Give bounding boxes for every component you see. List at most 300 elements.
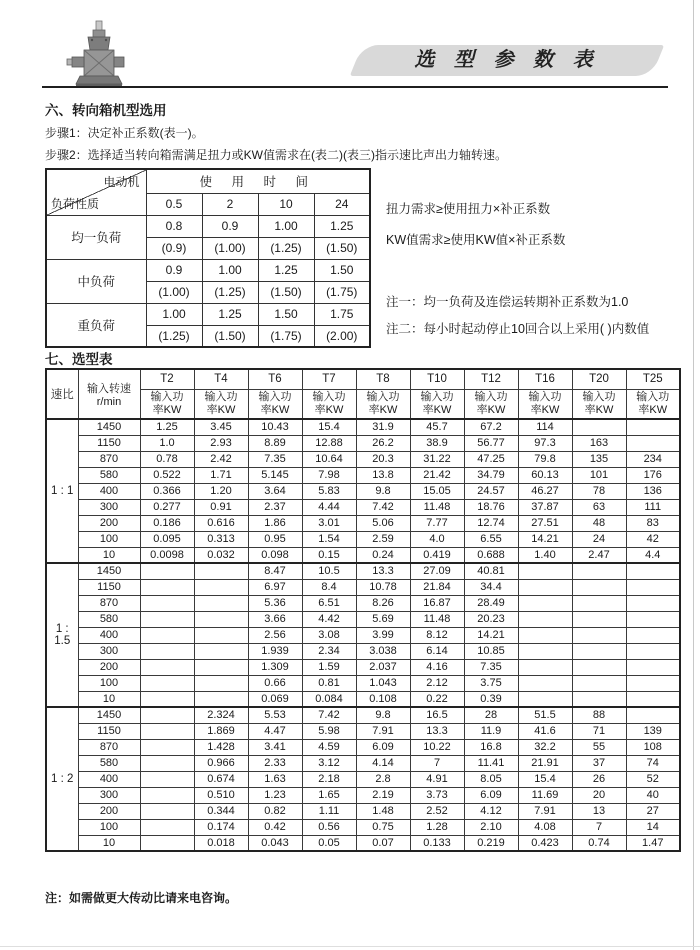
power-value-cell: 32.2 — [518, 739, 572, 755]
power-value-cell: 13.3 — [410, 723, 464, 739]
power-value-cell: 7.91 — [518, 803, 572, 819]
power-value-cell — [140, 755, 194, 771]
selection-table-row — [46, 531, 680, 547]
power-value-cell: 78 — [572, 483, 626, 499]
power-value-cell: 1.54 — [302, 531, 356, 547]
power-value-cell: 13.8 — [356, 467, 410, 483]
power-value-cell: 4.0 — [410, 531, 464, 547]
power-value-cell: 2.42 — [194, 451, 248, 467]
input-speed-cell: 200 — [78, 515, 140, 531]
power-value-cell — [626, 627, 680, 643]
power-value-cell: 3.99 — [356, 627, 410, 643]
power-value-cell: 0.15 — [302, 547, 356, 563]
power-value-cell: 83 — [626, 515, 680, 531]
power-value-cell: 7.35 — [248, 451, 302, 467]
factor-value-cell: 1.50 — [314, 259, 370, 281]
power-value-cell: 37.87 — [518, 499, 572, 515]
selection-table-row — [46, 755, 680, 771]
power-label-line: 率KW — [530, 403, 560, 416]
note-one: 注一：均一负荷及连偿运转期补正系数为1.0 — [386, 295, 629, 309]
power-value-cell — [140, 803, 194, 819]
selection-table-row — [46, 547, 680, 563]
power-value-cell: 45.7 — [410, 419, 464, 435]
input-speed-cell: 10 — [78, 691, 140, 707]
power-label-line: 输入功 — [636, 390, 670, 403]
power-value-cell: 136 — [626, 483, 680, 499]
usage-time-header: 使 用 时 间 — [146, 169, 370, 193]
power-value-cell — [626, 563, 680, 579]
power-value-cell: 1.309 — [248, 659, 302, 675]
factor-paren-value-cell: (0.9) — [146, 237, 202, 259]
power-label-line: 率KW — [152, 403, 182, 416]
power-header-cell — [626, 389, 680, 419]
power-value-cell: 0.108 — [356, 691, 410, 707]
power-value-cell: 0.82 — [248, 803, 302, 819]
model-header-cell: T6 — [248, 369, 302, 389]
power-value-cell: 111 — [626, 499, 680, 515]
power-value-cell: 1.40 — [518, 547, 572, 563]
power-value-cell — [572, 675, 626, 691]
power-value-cell — [572, 691, 626, 707]
power-value-cell: 4.4 — [626, 547, 680, 563]
time-column-header: 10 — [258, 193, 314, 215]
power-value-cell: 6.14 — [410, 643, 464, 659]
input-speed-cell: 1150 — [78, 579, 140, 595]
power-value-cell: 2.324 — [194, 707, 248, 723]
power-value-cell: 0.0098 — [140, 547, 194, 563]
power-value-cell: 3.08 — [302, 627, 356, 643]
time-column-header: 0.5 — [146, 193, 202, 215]
header-divider — [42, 86, 668, 88]
power-value-cell: 8.05 — [464, 771, 518, 787]
power-value-cell: 1.47 — [626, 835, 680, 851]
input-speed-cell: 400 — [78, 627, 140, 643]
input-speed-cell: 200 — [78, 803, 140, 819]
power-value-cell: 88 — [572, 707, 626, 723]
power-value-cell: 0.616 — [194, 515, 248, 531]
model-header-cell: T7 — [302, 369, 356, 389]
section-seven-heading: 七、选型表 — [45, 352, 113, 367]
power-value-cell: 4.59 — [302, 739, 356, 755]
power-value-cell — [140, 643, 194, 659]
power-value-cell: 4.42 — [302, 611, 356, 627]
model-header-cell: T4 — [194, 369, 248, 389]
power-value-cell: 114 — [518, 419, 572, 435]
power-value-cell: 0.66 — [248, 675, 302, 691]
power-value-cell — [626, 643, 680, 659]
power-value-cell: 4.91 — [410, 771, 464, 787]
power-value-cell: 47.25 — [464, 451, 518, 467]
power-value-cell: 0.344 — [194, 803, 248, 819]
model-selection-table — [45, 368, 681, 852]
power-value-cell: 4.12 — [464, 803, 518, 819]
power-value-cell: 34.4 — [464, 579, 518, 595]
power-value-cell — [140, 579, 194, 595]
factor-paren-value-cell: (1.00) — [202, 237, 258, 259]
input-speed-cell: 1450 — [78, 419, 140, 435]
power-value-cell: 60.13 — [518, 467, 572, 483]
factor-paren-value-cell: (1.75) — [258, 325, 314, 347]
input-speed-cell: 100 — [78, 675, 140, 691]
input-speed-cell: 300 — [78, 787, 140, 803]
power-value-cell: 10.43 — [248, 419, 302, 435]
factor-value-cell: 1.25 — [314, 215, 370, 237]
input-speed-cell: 1150 — [78, 723, 140, 739]
factor-value-cell: 1.75 — [314, 303, 370, 325]
power-value-cell: 11.48 — [410, 611, 464, 627]
power-value-cell: 0.186 — [140, 515, 194, 531]
input-speed-cell: 10 — [78, 835, 140, 851]
power-value-cell: 3.73 — [410, 787, 464, 803]
power-value-cell: 40 — [626, 787, 680, 803]
power-header-cell — [572, 389, 626, 419]
selection-table-row — [46, 691, 680, 707]
power-value-cell: 3.45 — [194, 419, 248, 435]
power-value-cell: 0.084 — [302, 691, 356, 707]
power-value-cell: 0.043 — [248, 835, 302, 851]
load-motor-corner-cell — [46, 169, 146, 215]
power-value-cell: 12.74 — [464, 515, 518, 531]
selection-table-row — [46, 611, 680, 627]
selection-table-row — [46, 515, 680, 531]
power-value-cell — [194, 659, 248, 675]
power-value-cell: 34.79 — [464, 467, 518, 483]
factor-paren-value-cell: (1.00) — [146, 281, 202, 303]
power-value-cell: 1.23 — [248, 787, 302, 803]
power-value-cell: 21.42 — [410, 467, 464, 483]
selection-table-row — [46, 419, 680, 435]
power-label-line: 率KW — [368, 403, 398, 416]
power-value-cell: 0.366 — [140, 483, 194, 499]
power-label-line: 输入功 — [366, 390, 400, 403]
power-value-cell: 4.16 — [410, 659, 464, 675]
power-value-cell: 7.35 — [464, 659, 518, 675]
selection-table-row — [46, 803, 680, 819]
power-value-cell — [572, 627, 626, 643]
input-speed-cell: 1450 — [78, 563, 140, 579]
power-header-cell — [518, 389, 572, 419]
power-label-line: 输入功 — [528, 390, 562, 403]
power-value-cell: 0.674 — [194, 771, 248, 787]
factor-value-cell: 1.25 — [202, 303, 258, 325]
power-value-cell: 0.91 — [194, 499, 248, 515]
input-speed-cell: 1450 — [78, 707, 140, 723]
power-value-cell: 7.42 — [302, 707, 356, 723]
power-value-cell: 14.21 — [518, 531, 572, 547]
corner-load-label: 负荷性质 — [51, 196, 100, 211]
power-value-cell: 27.51 — [518, 515, 572, 531]
input-speed-cell: 400 — [78, 483, 140, 499]
power-value-cell: 16.87 — [410, 595, 464, 611]
power-header-cell — [356, 389, 410, 419]
speed-ratio-cell: 1 : 1 — [46, 419, 78, 563]
power-value-cell: 3.12 — [302, 755, 356, 771]
selection-table-row — [46, 595, 680, 611]
power-value-cell: 46.27 — [518, 483, 572, 499]
selection-formula-notes — [386, 199, 686, 337]
selection-table-row — [46, 467, 680, 483]
factor-value-cell: 1.00 — [258, 215, 314, 237]
power-label-line: 输入功 — [258, 390, 292, 403]
selection-table-row — [46, 643, 680, 659]
speed-unit-line: r/min — [96, 396, 122, 408]
power-value-cell — [626, 595, 680, 611]
power-value-cell — [140, 627, 194, 643]
power-value-cell: 20.23 — [464, 611, 518, 627]
power-value-cell: 63 — [572, 499, 626, 515]
power-value-cell — [572, 611, 626, 627]
power-value-cell: 10.78 — [356, 579, 410, 595]
power-label-line: 输入功 — [582, 390, 616, 403]
power-label-line: 率KW — [206, 403, 236, 416]
power-value-cell: 31.22 — [410, 451, 464, 467]
power-value-cell — [518, 627, 572, 643]
power-value-cell: 0.277 — [140, 499, 194, 515]
selection-table-row — [46, 483, 680, 499]
selection-table-row — [46, 723, 680, 739]
power-value-cell: 2.37 — [248, 499, 302, 515]
power-value-cell: 2.52 — [410, 803, 464, 819]
power-value-cell: 234 — [626, 451, 680, 467]
power-value-cell: 10.64 — [302, 451, 356, 467]
power-label-line: 率KW — [422, 403, 452, 416]
power-value-cell: 7.42 — [356, 499, 410, 515]
speed-column-header — [78, 369, 140, 419]
power-value-cell: 56.77 — [464, 435, 518, 451]
gearbox-illustration — [56, 20, 142, 90]
factor-paren-value-cell: (1.50) — [202, 325, 258, 347]
power-value-cell: 0.098 — [248, 547, 302, 563]
factor-row — [46, 303, 370, 325]
power-value-cell: 28.49 — [464, 595, 518, 611]
power-value-cell: 7 — [410, 755, 464, 771]
selection-table-row — [46, 707, 680, 723]
power-value-cell: 15.05 — [410, 483, 464, 499]
power-value-cell — [194, 595, 248, 611]
power-value-cell — [194, 611, 248, 627]
power-value-cell — [518, 563, 572, 579]
model-header-cell: T20 — [572, 369, 626, 389]
power-value-cell: 0.133 — [410, 835, 464, 851]
power-value-cell — [572, 659, 626, 675]
power-value-cell — [572, 419, 626, 435]
power-value-cell — [194, 563, 248, 579]
power-value-cell: 0.313 — [194, 531, 248, 547]
power-value-cell: 3.66 — [248, 611, 302, 627]
power-label-line: 率KW — [260, 403, 290, 416]
load-type-label: 中负荷 — [46, 259, 146, 303]
power-label-line: 输入功 — [420, 390, 454, 403]
power-value-cell: 0.24 — [356, 547, 410, 563]
power-value-cell: 38.9 — [410, 435, 464, 451]
power-value-cell: 28 — [464, 707, 518, 723]
power-label-line: 率KW — [638, 403, 668, 416]
power-value-cell: 51.5 — [518, 707, 572, 723]
selection-table-row — [46, 787, 680, 803]
power-value-cell: 1.59 — [302, 659, 356, 675]
selection-table-row — [46, 739, 680, 755]
power-label-line: 率KW — [584, 403, 614, 416]
power-value-cell: 135 — [572, 451, 626, 467]
input-speed-cell: 580 — [78, 611, 140, 627]
factor-paren-value-cell: (1.25) — [202, 281, 258, 303]
power-value-cell: 2.037 — [356, 659, 410, 675]
selection-table-row — [46, 579, 680, 595]
power-value-cell — [626, 659, 680, 675]
power-value-cell — [140, 595, 194, 611]
time-column-header: 24 — [314, 193, 370, 215]
input-speed-cell: 100 — [78, 531, 140, 547]
power-value-cell — [626, 691, 680, 707]
power-value-cell: 8.4 — [302, 579, 356, 595]
power-value-cell: 11.69 — [518, 787, 572, 803]
power-value-cell: 2.33 — [248, 755, 302, 771]
power-value-cell — [140, 707, 194, 723]
power-value-cell: 21.91 — [518, 755, 572, 771]
power-value-cell — [518, 691, 572, 707]
power-value-cell: 2.12 — [410, 675, 464, 691]
power-value-cell: 18.76 — [464, 499, 518, 515]
power-label-line: 输入功 — [312, 390, 346, 403]
speed-ratio-cell: 1 : 1.5 — [46, 563, 78, 707]
model-header-cell: T10 — [410, 369, 464, 389]
power-value-cell: 6.09 — [464, 787, 518, 803]
model-header-cell: T12 — [464, 369, 518, 389]
speed-ratio-cell: 1 : 2 — [46, 707, 78, 851]
load-type-label: 重负荷 — [46, 303, 146, 347]
power-value-cell — [626, 707, 680, 723]
power-value-cell: 1.428 — [194, 739, 248, 755]
power-value-cell: 9.8 — [356, 707, 410, 723]
speed-header-line: 输入转速 — [87, 383, 131, 395]
power-value-cell — [572, 595, 626, 611]
power-value-cell: 0.219 — [464, 835, 518, 851]
power-value-cell: 1.28 — [410, 819, 464, 835]
power-value-cell — [140, 611, 194, 627]
power-value-cell: 1.65 — [302, 787, 356, 803]
power-value-cell: 2.34 — [302, 643, 356, 659]
power-value-cell — [140, 835, 194, 851]
power-value-cell — [518, 595, 572, 611]
power-value-cell — [626, 611, 680, 627]
power-value-cell: 2.18 — [302, 771, 356, 787]
footnote: 注：如需做更大传动比请来电咨询。 — [45, 891, 238, 905]
power-value-cell: 0.174 — [194, 819, 248, 835]
power-value-cell: 71 — [572, 723, 626, 739]
power-value-cell: 0.75 — [356, 819, 410, 835]
power-value-cell: 0.419 — [410, 547, 464, 563]
selection-table-row — [46, 659, 680, 675]
power-value-cell: 3.038 — [356, 643, 410, 659]
power-value-cell — [626, 419, 680, 435]
factor-value-cell: 1.00 — [146, 303, 202, 325]
power-value-cell: 14.21 — [464, 627, 518, 643]
power-value-cell: 31.9 — [356, 419, 410, 435]
input-speed-cell: 870 — [78, 451, 140, 467]
power-value-cell: 3.75 — [464, 675, 518, 691]
power-value-cell: 0.74 — [572, 835, 626, 851]
power-value-cell: 2.93 — [194, 435, 248, 451]
power-value-cell: 2.19 — [356, 787, 410, 803]
power-header-cell — [302, 389, 356, 419]
power-value-cell: 2.56 — [248, 627, 302, 643]
power-value-cell: 0.39 — [464, 691, 518, 707]
power-header-cell — [194, 389, 248, 419]
load-type-label: 均一负荷 — [46, 215, 146, 259]
power-value-cell: 5.06 — [356, 515, 410, 531]
power-label-line: 率KW — [476, 403, 506, 416]
factor-row — [46, 259, 370, 281]
power-value-cell: 0.966 — [194, 755, 248, 771]
power-value-cell: 5.36 — [248, 595, 302, 611]
factor-value-cell: 1.25 — [258, 259, 314, 281]
power-value-cell: 0.42 — [248, 819, 302, 835]
power-value-cell: 4.47 — [248, 723, 302, 739]
power-value-cell — [194, 627, 248, 643]
power-value-cell — [140, 771, 194, 787]
power-value-cell: 11.9 — [464, 723, 518, 739]
power-value-cell: 1.63 — [248, 771, 302, 787]
power-value-cell — [626, 675, 680, 691]
power-label-line: 输入功 — [204, 390, 238, 403]
power-value-cell: 67.2 — [464, 419, 518, 435]
factor-paren-value-cell: (1.25) — [146, 325, 202, 347]
model-header-cell: T8 — [356, 369, 410, 389]
selection-table-row — [46, 819, 680, 835]
factor-row — [46, 215, 370, 237]
power-value-cell: 0.78 — [140, 451, 194, 467]
factor-paren-value-cell: (1.50) — [314, 237, 370, 259]
page-title: 选 型 参 数 表 — [414, 49, 600, 71]
power-value-cell: 2.10 — [464, 819, 518, 835]
power-value-cell: 139 — [626, 723, 680, 739]
power-value-cell: 4.14 — [356, 755, 410, 771]
power-value-cell: 9.8 — [356, 483, 410, 499]
power-label-line: 输入功 — [474, 390, 508, 403]
power-value-cell: 0.095 — [140, 531, 194, 547]
power-value-cell: 2.8 — [356, 771, 410, 787]
power-value-cell: 0.81 — [302, 675, 356, 691]
power-value-cell: 26.2 — [356, 435, 410, 451]
selection-table-row — [46, 435, 680, 451]
correction-factor-table — [45, 168, 371, 348]
power-value-cell — [518, 659, 572, 675]
power-value-cell: 3.64 — [248, 483, 302, 499]
power-header-cell — [464, 389, 518, 419]
power-value-cell — [140, 675, 194, 691]
power-value-cell: 0.95 — [248, 531, 302, 547]
power-value-cell: 79.8 — [518, 451, 572, 467]
factor-paren-value-cell: (1.50) — [258, 281, 314, 303]
power-value-cell: 4.08 — [518, 819, 572, 835]
power-value-cell: 0.688 — [464, 547, 518, 563]
time-column-header: 2 — [202, 193, 258, 215]
power-value-cell: 1.20 — [194, 483, 248, 499]
power-value-cell: 27.09 — [410, 563, 464, 579]
power-value-cell: 15.4 — [302, 419, 356, 435]
input-speed-cell: 400 — [78, 771, 140, 787]
selection-table-row — [46, 451, 680, 467]
input-speed-cell: 580 — [78, 467, 140, 483]
power-value-cell: 55 — [572, 739, 626, 755]
power-value-cell: 5.145 — [248, 467, 302, 483]
scan-edge-right — [693, 0, 694, 950]
power-value-cell — [518, 611, 572, 627]
power-value-cell: 20.3 — [356, 451, 410, 467]
power-value-cell: 6.97 — [248, 579, 302, 595]
power-value-cell: 7.77 — [410, 515, 464, 531]
corner-motor-label: 电动机 — [103, 175, 140, 189]
